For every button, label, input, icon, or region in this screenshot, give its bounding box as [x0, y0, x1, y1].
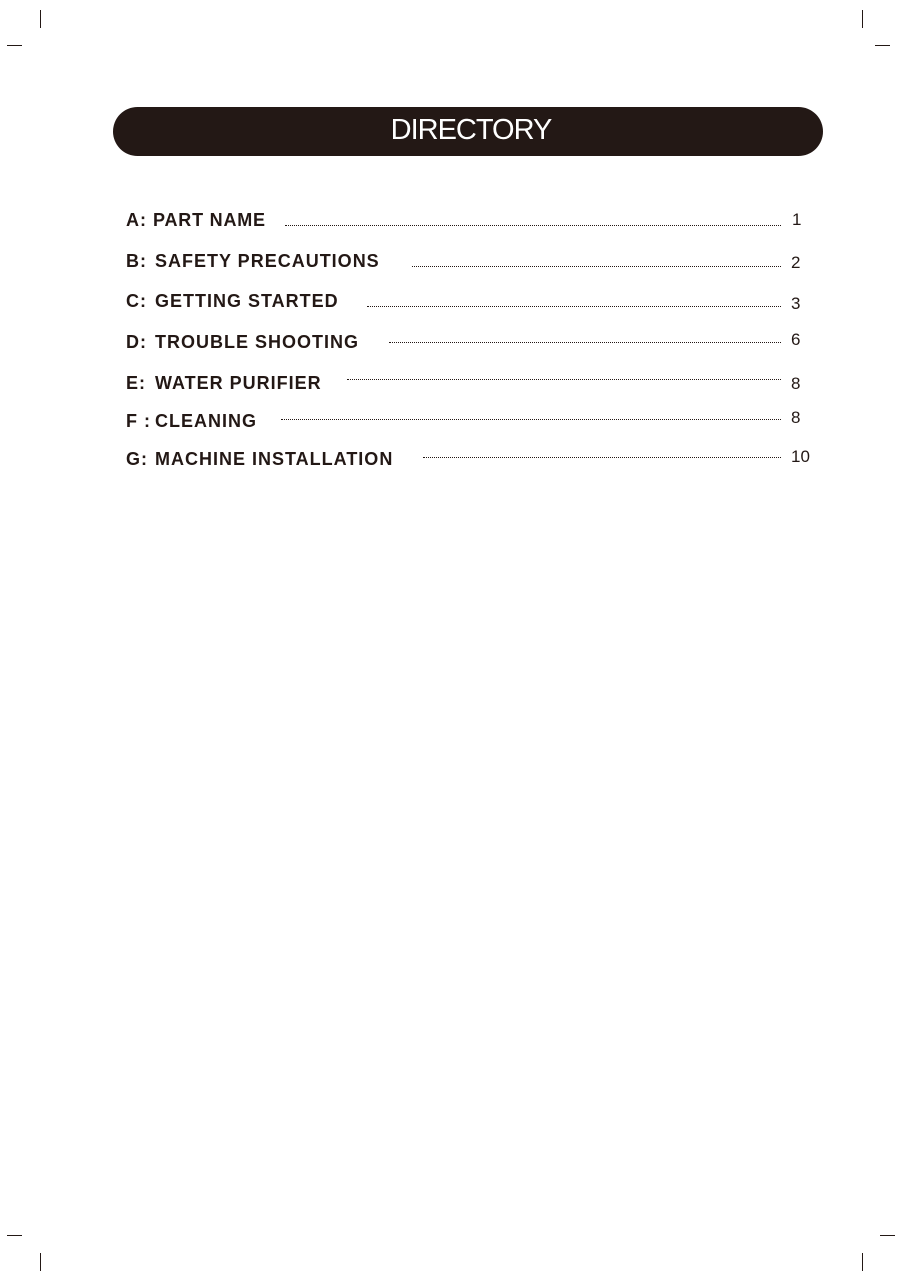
toc-entry-getting-started[interactable]: [126, 287, 816, 315]
toc-entry-label: GETTING STARTED: [155, 291, 339, 311]
toc-entry-machine-installation[interactable]: [126, 445, 816, 473]
crop-mark-top-right-horizontal: [875, 45, 890, 46]
toc-entry-letter: B:: [126, 251, 147, 271]
toc-entry-letter: A:: [126, 210, 147, 230]
toc-entry-leader: [423, 457, 781, 458]
crop-mark-bottom-right-horizontal: [880, 1235, 895, 1236]
toc-entry-letter: C:: [126, 291, 147, 311]
crop-mark-bottom-right-vertical: [862, 1253, 863, 1271]
toc-entry-water-purifier[interactable]: [126, 369, 816, 397]
crop-mark-top-right-vertical: [862, 10, 863, 28]
toc-entry-page-number: 6: [791, 330, 801, 349]
toc-entry-trouble-shooting[interactable]: [126, 328, 816, 356]
toc-entry-leader: [281, 419, 781, 420]
page-title: DIRECTORY: [390, 114, 552, 146]
toc-entry-page-number: 1: [792, 210, 802, 229]
toc-entry-page-number: 3: [791, 294, 801, 313]
crop-mark-bottom-left-vertical: [40, 1253, 41, 1271]
toc-entry-leader: [285, 225, 781, 226]
toc-entry-leader: [367, 306, 781, 307]
toc-entry-safety-precautions[interactable]: [126, 247, 816, 275]
toc-entry-label: MACHINE INSTALLATION: [155, 449, 394, 469]
toc-entry-page-number: 8: [791, 374, 801, 393]
toc-entry-part-name[interactable]: [126, 206, 816, 234]
toc-entry-letter: G:: [126, 449, 148, 469]
toc-entry-page-number: 10: [791, 447, 810, 466]
crop-mark-top-left-vertical: [40, 10, 41, 28]
toc-entry-label: TROUBLE SHOOTING: [155, 332, 359, 352]
toc-entry-cleaning[interactable]: [126, 407, 816, 435]
toc-entry-leader: [389, 342, 781, 343]
toc-entry-page-number: 2: [791, 253, 801, 272]
toc-entry-leader: [412, 266, 781, 267]
toc-entry-leader: [347, 379, 781, 380]
crop-mark-bottom-left-horizontal: [7, 1235, 22, 1236]
crop-mark-top-left-horizontal: [7, 45, 22, 46]
toc-entry-letter: F :: [126, 411, 151, 431]
toc-entry-page-number: 8: [791, 408, 801, 427]
directory-title-bar: [113, 107, 823, 156]
toc-entry-label: SAFETY PRECAUTIONS: [155, 251, 380, 271]
toc-entry-label: WATER PURIFIER: [155, 373, 322, 393]
toc-entry-letter: E:: [126, 373, 146, 393]
toc-entry-label: PART NAME: [153, 210, 266, 230]
toc-entry-letter: D:: [126, 332, 147, 352]
toc-entry-label: CLEANING: [155, 411, 257, 431]
